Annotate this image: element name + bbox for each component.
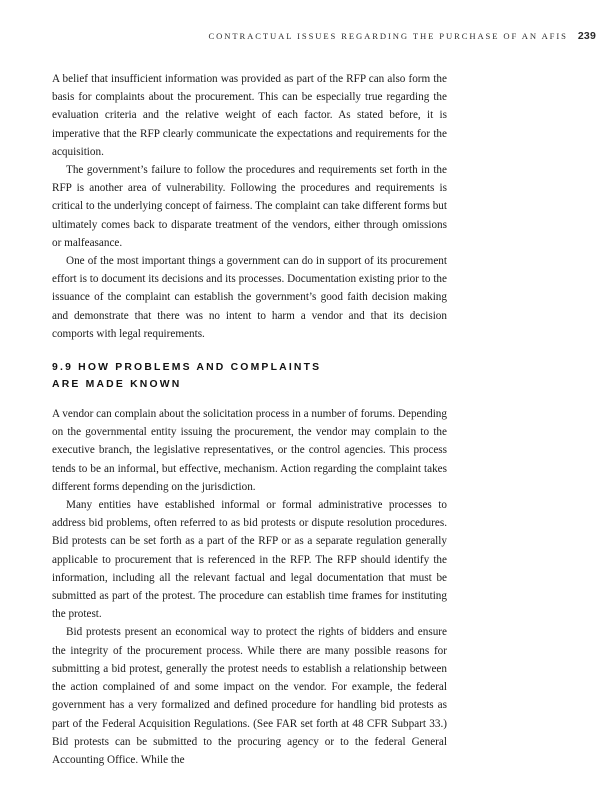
running-title: CONTRACTUAL ISSUES REGARDING THE PURCHASE OF AN AFIS — [208, 31, 568, 41]
section-heading — [52, 360, 447, 393]
running-header — [0, 30, 596, 42]
body-text — [52, 70, 447, 769]
section-heading-line: 9.9 HOW PROBLEMS AND COMPLAINTS — [52, 362, 322, 374]
section-heading-line: ARE MADE KNOWN — [52, 378, 182, 390]
page-number: 239 — [577, 30, 596, 42]
paragraph: A vendor can complain about the solicitation process in a number of forums. Depending on the governmental entity issuing the procurement, the vendor may complain to the executive branch, the legislative representatives, or the control agencies. This process tends to be an informal, but effective, mechanism. Action regarding the complaint takes different forms depending on the jurisdiction. — [52, 408, 447, 493]
paragraph: Bid protests present an economical way to protect the rights of bidders and ensure the integrity of the procurement process. While there are many possible reasons for submitting a bid protest, generally the protest needs to establish a relationship between the action complained of and some impact on the vendor. For example, the federal government has a very formalized and defined procedure for handling bid protests as part of the Federal Acquisition Regulations. (See FAR set forth at 48 CFR Subpart 33.) Bid protests can be submitted to the procuring agency or to the federal General Accounting Office. While the — [52, 626, 447, 766]
paragraph: One of the most important things a government can do in support of its procurement effort is to document its decisions and its processes. Documentation existing prior to the issuance of the complaint can establish the government’s good faith decision making and demonstrate that there was no intent to harm a vendor and that its decision comports with legal requirements. — [52, 255, 447, 340]
paragraph: A belief that insufficient information was provided as part of the RFP can also form the basis for complaints about the procurement. This can be especially true regarding the evaluation criteria and the relative weight of each factor. As stated before, it is imperative that the RFP clearly communicate the expectations and requirements for the acquisition. — [52, 73, 447, 158]
paragraph: The government’s failure to follow the procedures and requirements set forth in the RFP is another area of vulnerability. Following the procedures and requirements is critical to the underlying concept of fairness. The complaint can take different forms but ultimately comes back to disparate treatment of the vendors, either through omissions or malfeasance. — [52, 164, 447, 249]
paragraph: Many entities have established informal or formal administrative processes to address bid problems, often referred to as bid protests or dispute resolution procedures. Bid protests can be set forth as a part of the RFP or as a separate regulation generally applicable to procurement that is referenced in the RFP. The RFP should identify the information, including all the relevant factual and legal documentation that must be submitted as part of the protest. The procedure can establish time frames for instituting the protest. — [52, 499, 447, 621]
